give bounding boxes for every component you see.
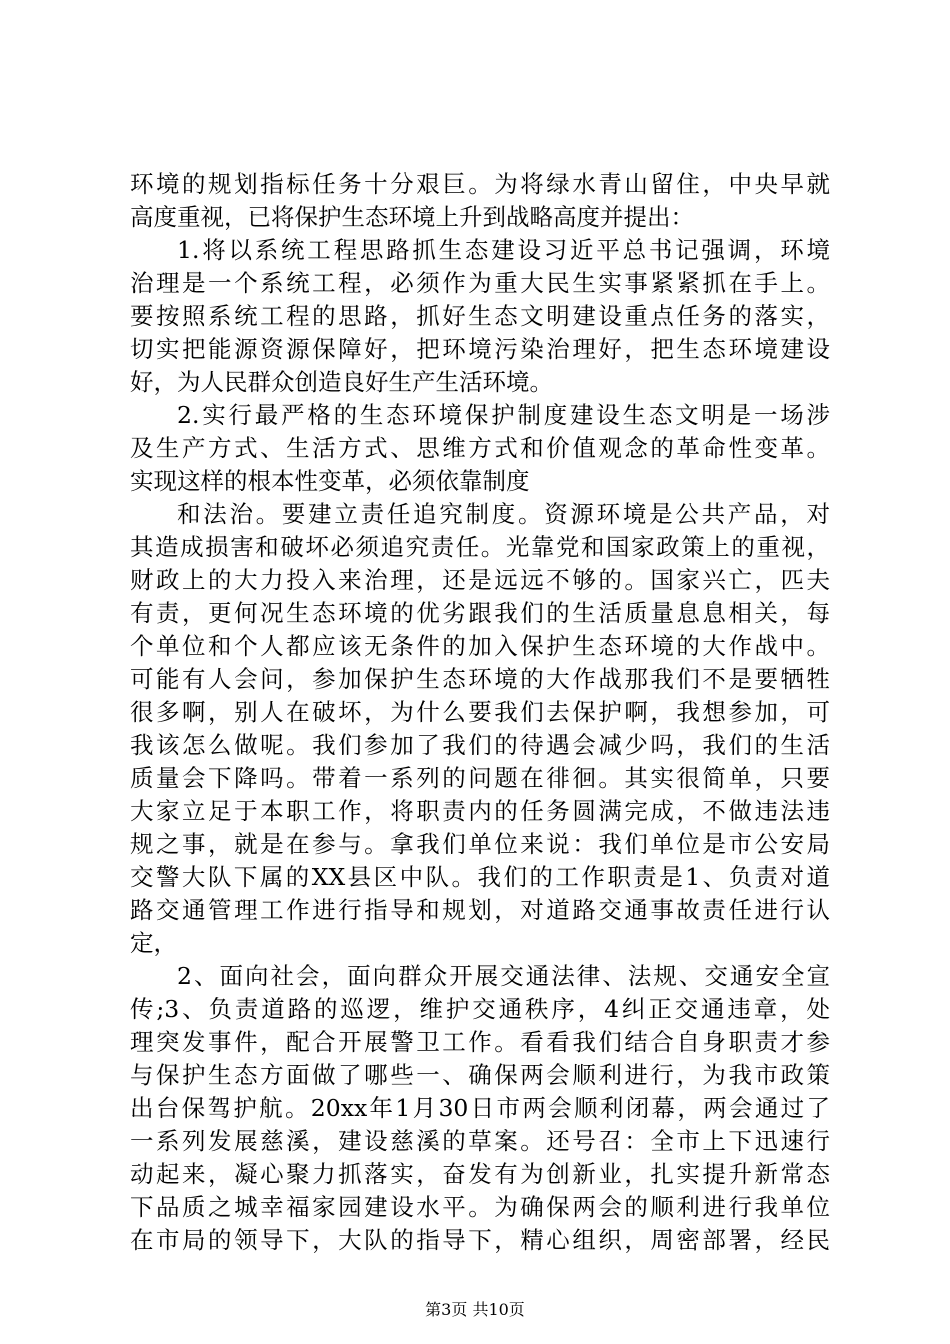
text-line: 2.实行最严格的生态环境保护制度建设生态文明是一场涉: [177, 401, 830, 429]
text-line: 我该怎么做呢。我们参加了我们的待遇会减少吗，我们的生活: [130, 731, 830, 759]
text-line: 大家立足于本职工作，将职责内的任务圆满完成，不做违法违: [130, 797, 830, 825]
text-line: 及生产方式、生活方式、思维方式和价值观念的革命性变革。: [130, 434, 830, 462]
text-line: 高度重视，已将保护生态环境上升到战略高度并提出：: [130, 203, 694, 231]
text-line: 传;3、负责道路的巡逻，维护交通秩序，4纠正交通违章，处: [130, 995, 830, 1023]
text-line: 切实把能源资源保障好，把环境污染治理好，把生态环境建设: [130, 335, 830, 363]
text-line: 很多啊，别人在破坏，为什么要我们去保护啊，我想参加，可: [130, 698, 830, 726]
text-line: 出台保驾护航。20xx年1月30日市两会顺利闭幕，两会通过了: [130, 1094, 830, 1122]
text-line: 个单位和个人都应该无条件的加入保护生态环境的大作战中。: [130, 632, 830, 660]
text-line: 下品质之城幸福家园建设水平。为确保两会的顺利进行我单位: [130, 1193, 830, 1221]
text-line: 规之事，就是在参与。拿我们单位来说：我们单位是市公安局: [130, 830, 830, 858]
text-line: 环境的规划指标任务十分艰巨。为将绿水青山留住，中央早就: [130, 170, 830, 198]
text-line: 动起来，凝心聚力抓落实，奋发有为创新业，扎实提升新常态: [130, 1160, 830, 1188]
text-line: 实现这样的根本性变革，必须依靠制度: [130, 467, 530, 495]
body-text: [130, 168, 830, 1257]
text-line: 和法治。要建立责任追究制度。资源环境是公共产品，对: [177, 500, 830, 528]
text-line: 要按照系统工程的思路，抓好生态文明建设重点任务的落实，: [130, 302, 830, 330]
text-line: 在市局的领导下，大队的指导下，精心组织，周密部署，经民: [130, 1226, 830, 1254]
text-line: 2、面向社会，面向群众开展交通法律、法规、交通安全宣: [177, 962, 830, 990]
text-line: 好，为人民群众创造良好生产生活环境。: [130, 368, 553, 396]
text-line: 治理是一个系统工程，必须作为重大民生实事紧紧抓在手上。: [130, 269, 830, 297]
text-line: 理突发事件，配合开展警卫工作。看看我们结合自身职责才参: [130, 1028, 830, 1056]
page-footer: 第3页 共10页: [425, 1300, 525, 1319]
text-line: 质量会下降吗。带着一系列的问题在徘徊。其实很简单，只要: [130, 764, 830, 792]
text-line: 有责，更何况生态环境的优劣跟我们的生活质量息息相关，每: [130, 599, 830, 627]
text-line: 财政上的大力投入来治理，还是远远不够的。国家兴亡，匹夫: [130, 566, 830, 594]
text-line: 交警大队下属的XX县区中队。我们的工作职责是1、负责对道: [130, 863, 830, 891]
text-line: 其造成损害和破坏必须追究责任。光靠党和国家政策上的重视，: [130, 533, 830, 561]
text-line: 定，: [130, 929, 177, 957]
text-line: 一系列发展慈溪，建设慈溪的草案。还号召：全市上下迅速行: [130, 1127, 830, 1155]
text-line: 路交通管理工作进行指导和规划，对道路交通事故责任进行认: [130, 896, 830, 924]
text-line: 可能有人会问，参加保护生态环境的大作战那我们不是要牺牲: [130, 665, 830, 693]
text-line: 与保护生态方面做了哪些一、确保两会顺利进行，为我市政策: [130, 1061, 830, 1089]
text-line: 1.将以系统工程思路抓生态建设习近平总书记强调，环境: [177, 236, 830, 264]
